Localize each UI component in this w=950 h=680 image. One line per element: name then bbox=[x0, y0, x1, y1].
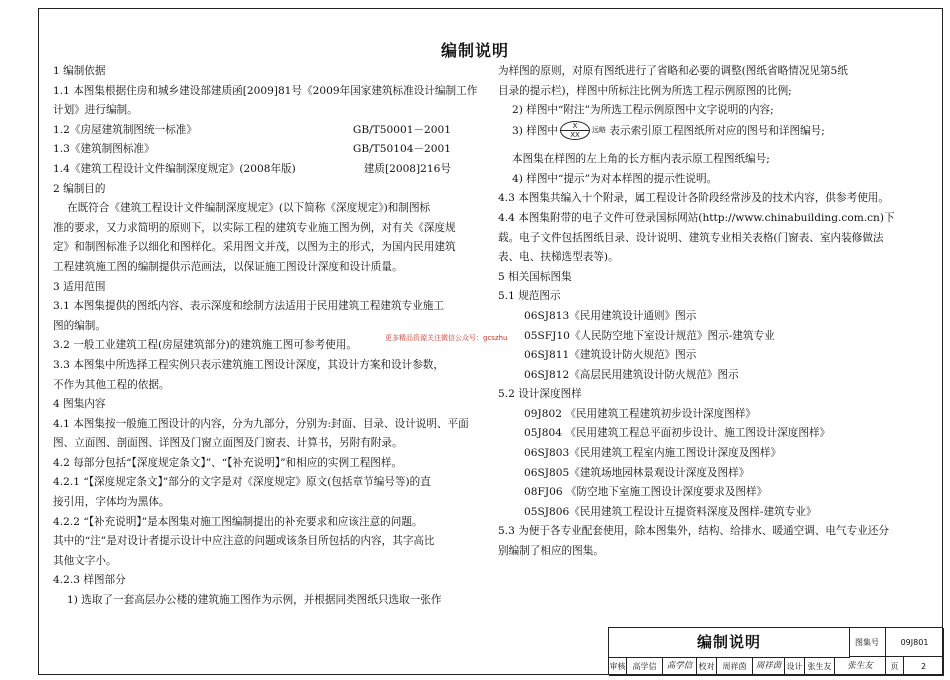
atlas-number-label: 图集号 bbox=[849, 628, 886, 657]
atlas-item: 06SJ805《建筑场地园林景观设计深度及图样》 bbox=[524, 466, 750, 479]
text-line: 2) 样图中“附注”为所选工程示例原图中文字说明的内容; bbox=[512, 104, 774, 117]
text-line: 4.2.1 “【深度规定条文】”部分的文字是对《深度规定》原文(包括章节编号等)的直 bbox=[53, 476, 431, 489]
atlas-item: 06SJ813《民用建筑设计通则》图示 bbox=[524, 309, 697, 322]
heading-3: 3 适用范围 bbox=[53, 280, 106, 293]
atlas-item: 08FJ06 《防空地下室施工图设计深度要求及图样》 bbox=[524, 486, 768, 499]
text-line: 图的编制。 bbox=[53, 319, 106, 332]
index-link-label: 远略 bbox=[592, 125, 607, 134]
text-line: 准的要求，又力求简明的原则下，以实际工程的建筑专业施工图为例，对有关《深度规 bbox=[53, 221, 456, 234]
text-line: 1) 选取了一套高层办公楼的建筑施工图作为示例，并根据同类图纸只选取一张作 bbox=[67, 594, 442, 607]
text-line: 5.3 为便于各专业配套使用，除本图集外，结构、给排水、暖通空调、电气专业还分 bbox=[498, 525, 889, 538]
text-line: 3.3 本图集中所选择工程实例只表示建筑施工图设计深度，其设计方案和设计参数， bbox=[53, 358, 444, 371]
review-label: 审核 bbox=[609, 657, 627, 676]
atlas-item: 09J802 《民用建筑工程建筑初步设计深度图样》 bbox=[524, 407, 757, 420]
heading-5-2: 5.2 设计深度图样 bbox=[498, 388, 582, 401]
atlas-item: 06SJ803《民用建筑工程室内施工图设计深度及图样》 bbox=[524, 447, 782, 460]
text-line: 4.1 本图集按一般施工图设计的内容，分为九部分，分别为:封面、目录、设计说明、平面 bbox=[53, 417, 469, 430]
text-line: 3.2 一般工业建筑工程(房屋建筑部分)的建筑施工图可参考使用。 bbox=[53, 339, 357, 352]
heading-5: 5 相关国标图集 bbox=[498, 270, 572, 283]
sample-index-line: 3) 样图中 $\frac{X}{XX}$ 远略 表示索引原工程图纸所对应的图号和详图编号; bbox=[512, 122, 825, 140]
text-line: 4.2 每部分包括“【深度规定条文】”、“【补充说明】”和相应的实例工程图样。 bbox=[53, 456, 403, 469]
atlas-item: 05SJ806《民用建筑工程设计互提资料深度及图样-建筑专业》 bbox=[524, 505, 817, 518]
designer-signature: 张生友 bbox=[835, 657, 886, 676]
atlas-number: 09J801 bbox=[886, 628, 944, 657]
atlas-item: 06SJ811《建筑设计防火规范》图示 bbox=[524, 349, 697, 362]
index-symbol-icon: $\frac{X}{XX}$ bbox=[560, 121, 590, 140]
text-line: 4.2.2 “【补充说明】”是本图集对施工图编制提出的补充要求和应该注意的问题。 bbox=[53, 515, 423, 528]
standard-code: 建质[2008]216号 bbox=[363, 162, 451, 175]
page-label: 页 bbox=[886, 657, 904, 676]
heading-2: 2 编制目的 bbox=[53, 182, 106, 195]
text-line: 4) 样图中“提示”为对本样图的提示性说明。 bbox=[512, 172, 718, 185]
text-line: 不作为其他工程的依据。 bbox=[53, 378, 170, 391]
watermark: 更多精品资源关注微信公众号：gcszhu bbox=[385, 334, 508, 342]
standard-line: 1.3《建筑制图标准》 GB/T50104－2001 bbox=[53, 140, 451, 160]
text-line: 计划》进行编制。 bbox=[53, 104, 138, 117]
text-line: 其他文字小。 bbox=[53, 554, 117, 567]
text-line: 4.2.3 样图部分 bbox=[53, 574, 126, 587]
design-label: 设计 bbox=[785, 657, 805, 676]
atlas-item: 05J804 《民用建筑工程总平面初步设计、施工图设计深度图样》 bbox=[524, 427, 831, 440]
title-block bbox=[608, 627, 943, 675]
text-line: 接引用，字体均为黑体。 bbox=[53, 496, 170, 509]
text-line: 工程建筑施工图的编制提供示范画法，以保证施工图设计深度和设计质量。 bbox=[53, 260, 403, 273]
text-line: 在既符合《建筑工程设计文件编制深度规定》(以下简称《深度规定》)和制图标 bbox=[67, 202, 431, 215]
right-column bbox=[498, 62, 908, 562]
heading-4: 4 图集内容 bbox=[53, 398, 106, 411]
text-line: 目录的提示栏)，样图中所标注比例为所选工程示例原图的比例; bbox=[498, 84, 792, 97]
text-line: 1.1 本图集根据住房和城乡建设部建质函[2009]81号《2009年国家建筑标准设计编制工作 bbox=[53, 84, 478, 97]
atlas-item: 06SJ812《高层民用建筑设计防火规范》图示 bbox=[524, 368, 739, 381]
standard-code: GB/T50001－2001 bbox=[352, 123, 451, 136]
standard-code: GB/T50104－2001 bbox=[352, 143, 451, 156]
text-line: 3.1 本图集提供的图纸内容、表示深度和绘制方法适用于民用建筑工程建筑专业施工 bbox=[53, 300, 444, 313]
checker-signature: 周祥茵 bbox=[753, 657, 785, 676]
standard-line: 1.2《房屋建筑制图统一标准》 GB/T50001－2001 bbox=[53, 121, 451, 141]
atlas-item: 05SFJ10《人民防空地下室设计规范》图示-建筑专业 bbox=[524, 329, 775, 342]
checker-name: 周祥茵 bbox=[717, 657, 753, 676]
reviewer-signature: 高学信 bbox=[663, 657, 697, 676]
page-number: 2 bbox=[904, 657, 944, 676]
heading-5-1: 5.1 规范图示 bbox=[498, 290, 561, 303]
text-line: 为样图的原则，对原有图纸进行了省略和必要的调整(图纸省略情况见第5纸 bbox=[498, 65, 848, 77]
heading-1: 1 编制依据 bbox=[53, 65, 106, 77]
text-line: 别编制了相应的图集。 bbox=[498, 545, 604, 558]
text-line: 4.4 本图集附带的电子文件可登录国标网站(http://www.chinabuilding.com.cn)下 bbox=[498, 211, 895, 224]
text-line: 载。电子文件包括图纸目录、设计说明、建筑专业相关表格(门窗表、室内装修做法 bbox=[498, 231, 884, 244]
text-line: 图、立面图、剖面图、详图及门窗立面图及门窗表、计算书，另附有附录。 bbox=[53, 437, 403, 450]
designer-name: 张生友 bbox=[805, 657, 835, 676]
page-title: 编制说明 bbox=[440, 41, 509, 60]
text-line: 本图集在样图的左上角的长方框内表示原工程图纸编号; bbox=[512, 153, 770, 166]
title-block-title: 编制说明 bbox=[609, 628, 850, 658]
text-line: 表、电、扶梯选型表等)。 bbox=[498, 251, 619, 264]
check-label: 校对 bbox=[697, 657, 717, 676]
text-line: 定》和制图标准予以细化和图样化。采用图文并茂，以图为主的形式，为国内民用建筑 bbox=[53, 241, 456, 254]
text-line: 4.3 本图集共编入十个附录，属工程设计各阶段经常涉及的技术内容，供参考使用。 bbox=[498, 192, 889, 205]
reviewer-name: 高学信 bbox=[627, 657, 663, 676]
standard-line: 1.4《建筑工程设计文件编制深度规定》(2008年版) 建质[2008]216号 bbox=[53, 160, 451, 180]
text-line: 其中的“注”是对设计者提示设计中应注意的问题或该条目所包括的内容，其字高比 bbox=[53, 535, 435, 548]
